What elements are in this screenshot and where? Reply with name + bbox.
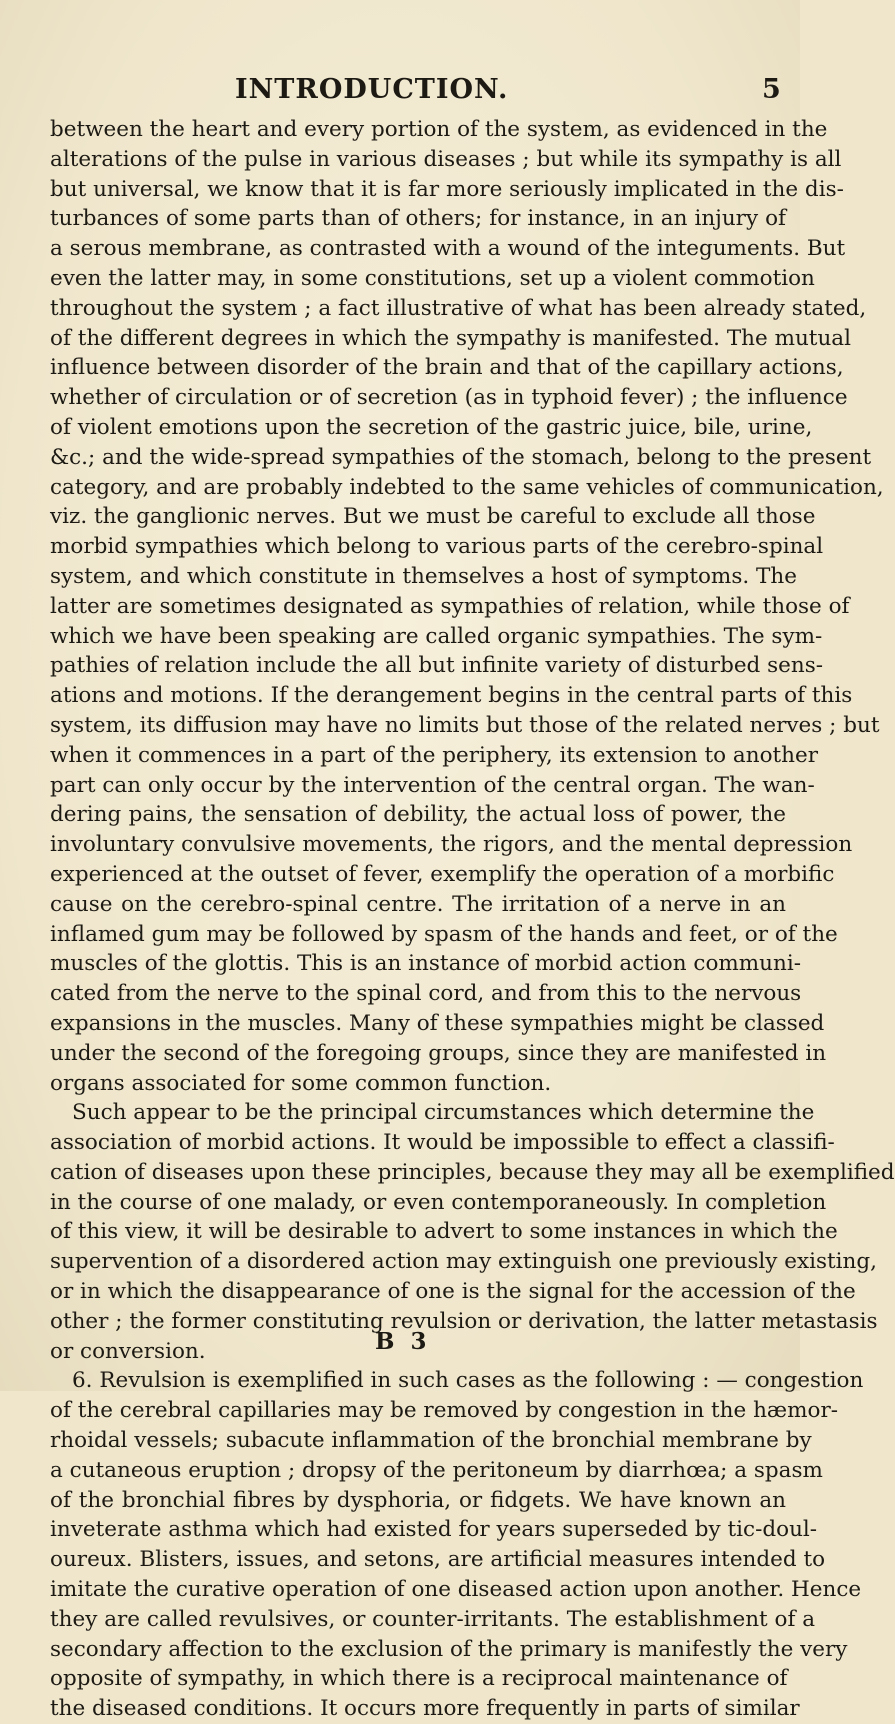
text-line: system, and which constitute in themselves a host of symptoms. The bbox=[50, 563, 797, 589]
text-line: experienced at the outset of fever, exemplify the operation of a morbific bbox=[50, 861, 835, 887]
text-line: turbances of some parts than of others; for instance, in an injury of bbox=[50, 206, 786, 232]
text-line: category, and are probably indebted to the same vehicles of communication, bbox=[50, 474, 884, 500]
text-line: pathies of relation include the all but infinite variety of disturbed sens- bbox=[50, 653, 824, 679]
text-line: dering pains, the sensation of debility, the actual loss of power, the bbox=[50, 802, 786, 828]
text-line: under the second of the foregoing groups, since they are manifested in bbox=[50, 1040, 827, 1066]
text-line: morbid sympathies which belong to various parts of the cerebro-spinal bbox=[50, 534, 824, 560]
text-line: throughout the system ; a fact illustrative of what has been already stated, bbox=[50, 295, 867, 321]
text-line: the diseased conditions. It occurs more frequently in parts of similar bbox=[50, 1696, 800, 1722]
text-line: of the different degrees in which the sympathy is manifested. The mutual bbox=[50, 325, 851, 351]
text-line: of violent emotions upon the secretion of the gastric juice, bile, urine, bbox=[50, 414, 813, 440]
text-line: Such appear to be the principal circumstances which determine the bbox=[72, 1100, 815, 1126]
text-line: whether of circulation or of secretion (as in typhoid fever) ; the influence bbox=[50, 385, 848, 411]
text-line: other ; the former constituting revulsion or derivation, the latter metastasis bbox=[50, 1308, 878, 1334]
text-line: organs associated for some common function. bbox=[50, 1070, 552, 1096]
text-line: oureux. Blisters, issues, and setons, are artificial measures intended to bbox=[50, 1547, 826, 1573]
text-line: a cutaneous eruption ; dropsy of the peritoneum by diarrhœa; a spasm bbox=[50, 1457, 823, 1483]
text-line: part can only occur by the intervention of the central organ. The wan- bbox=[50, 772, 815, 798]
text-line: which we have been speaking are called organic sympathies. The sym- bbox=[50, 623, 823, 649]
text-line: rhoidal vessels; subacute inflammation of the bronchial membrane by bbox=[50, 1428, 812, 1454]
text-line: system, its diffusion may have no limits but those of the related nerves ; but bbox=[50, 712, 880, 738]
text-line: when it commences in a part of the periphery, its extension to another bbox=[50, 742, 818, 768]
text-line: ations and motions. If the derangement begins in the central parts of this bbox=[50, 683, 853, 709]
text-line: expansions in the muscles. Many of these sympathies might be classed bbox=[50, 1010, 825, 1036]
text-line: but universal, we know that it is far more seriously implicated in the dis- bbox=[50, 176, 844, 202]
text-line: &c.; and the wide-spread sympathies of the stomach, belong to the present bbox=[50, 444, 872, 470]
text-line: of the bronchial fibres by dysphoria, or fidgets. We have known an bbox=[50, 1487, 786, 1513]
signature-mark: B 3 bbox=[375, 1328, 431, 1355]
body-text bbox=[50, 115, 895, 1724]
text-line: or in which the disappearance of one is the signal for the accession of the bbox=[50, 1279, 856, 1305]
text-line: supervention of a disordered action may extinguish one previously existing, bbox=[50, 1249, 878, 1275]
text-line: cated from the nerve to the spinal cord, and from this to the nervous bbox=[50, 981, 802, 1007]
text-line: opposite of sympathy, in which there is a reciprocal maintenance of bbox=[50, 1666, 788, 1692]
text-line: 6. Revulsion is exemplified in such cases as the following : — congestion bbox=[72, 1368, 864, 1394]
text-line: of this view, it will be desirable to advert to some instances in which the bbox=[50, 1219, 838, 1245]
text-line: in the course of one malady, or even contemporaneously. In completion bbox=[50, 1189, 827, 1215]
text-line: they are called revulsives, or counter-irritants. The establishment of a bbox=[50, 1606, 816, 1632]
text-line: of the cerebral capillaries may be removed by congestion in the hæmor- bbox=[50, 1398, 839, 1424]
text-line: imitate the curative operation of one diseased action upon another. Hence bbox=[50, 1577, 862, 1603]
text-line: inflamed gum may be followed by spasm of the hands and feet, or of the bbox=[50, 921, 838, 947]
text-line: even the latter may, in some constitutions, set up a violent commotion bbox=[50, 265, 815, 291]
text-line: a serous membrane, as contrasted with a wound of the integuments. But bbox=[50, 236, 846, 262]
text-line: secondary affection to the exclusion of the primary is manifestly the very bbox=[50, 1636, 848, 1662]
text-line: latter are sometimes designated as sympathies of relation, while those of bbox=[50, 593, 850, 619]
page-number: 5 bbox=[762, 74, 781, 105]
running-title: INTRODUCTION. bbox=[235, 74, 509, 105]
text-line: involuntary convulsive movements, the rigors, and the mental depression bbox=[50, 832, 853, 858]
text-line: or conversion. bbox=[50, 1338, 206, 1364]
text-line: cause on the cerebro-spinal centre. The irritation of a nerve in an bbox=[50, 891, 786, 917]
text-line: viz. the ganglionic nerves. But we must be careful to exclude all those bbox=[50, 504, 816, 530]
text-line: muscles of the glottis. This is an instance of morbid action communi- bbox=[50, 951, 802, 977]
text-line: between the heart and every portion of the system, as evidenced in the bbox=[50, 117, 828, 142]
running-header bbox=[0, 74, 800, 114]
text-line: cation of diseases upon these principles, because they may all be exemplified bbox=[50, 1159, 895, 1185]
text-line: influence between disorder of the brain and that of the capillary actions, bbox=[50, 355, 844, 381]
text-line: alterations of the pulse in various diseases ; but while its sympathy is all bbox=[50, 146, 842, 172]
text-line: association of morbid actions. It would be impossible to effect a classifi- bbox=[50, 1130, 835, 1156]
text-line: inveterate asthma which had existed for years superseded by tic-doul- bbox=[50, 1517, 818, 1543]
